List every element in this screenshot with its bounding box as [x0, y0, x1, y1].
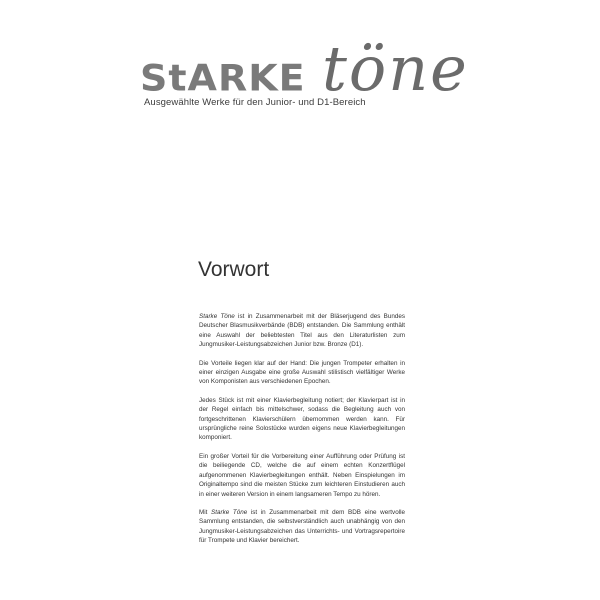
paragraph-4	[199, 452, 405, 499]
body-text	[199, 312, 405, 555]
paragraph-2	[199, 359, 405, 387]
paragraph-5-lead: Mit	[199, 508, 212, 516]
paragraph-4-text: Ein großer Vorteil für die Vorbereitung einer Aufführung oder Prüfung ist die beiliegende CD, welche die auf einem echten Konzertflügel aufgenommenen Klavierbegleitungen enthält. Neben Einspielungen im Originaltempo sind die meisten Stücke zum leichteren Einstudieren auch in einer weiteren Version in einem langsameren Tempo zu hören.	[199, 452, 405, 498]
paragraph-1-text: ist in Zusammenarbeit mit der Bläserjugend des Bundes Deutscher Blasmusikverbände (BDB) entstanden. Die Sammlung enthält eine Auswahl der beliebtesten Titel aus den Literaturlisten zum Jungmusiker-Leistungsabzeichen Junior bzw. Bronze (D1).	[199, 313, 405, 349]
logo-script-text: töne	[322, 32, 469, 105]
paragraph-5	[199, 508, 405, 546]
section-heading: Vorwort	[198, 258, 270, 281]
paragraph-5-lead-italic: Starke Töne	[211, 508, 248, 516]
paragraph-3-text: Jedes Stück ist mit einer Klavierbegleitung notiert; der Klavierpart ist in der Regel einfach bis mittelschwer, sodass die Begleitung auch von fortgeschrittenen Klavierschülern übernommen werden kann. Für ursprüngliche reine Solostücke wurden eigens neue Klavierbegleitungen komponiert.	[199, 396, 405, 442]
paragraph-3	[199, 396, 405, 443]
logo-subtitle: Ausgewählte Werke für den Junior- und D1-Bereich	[144, 97, 366, 108]
logo-wordmark: StARKE	[140, 57, 306, 99]
paragraph-1	[199, 312, 405, 350]
paragraph-5-text: ist in Zusammenarbeit mit dem BDB eine wertvolle Sammlung entstanden, die selbstverständlich auch unabhängig von den Jungmusiker-Leistungsabzeichen das Unterrichts- und Vortragsrepertoire für Trompete und Klavier bereichert.	[199, 508, 405, 545]
paragraph-2-text: Die Vorteile liegen klar auf der Hand: Die jungen Trompeter erhalten in einer einzigen Ausgabe eine große Auswahl stilistisch vielfältiger Werke von Komponisten aus verschiedenen Epochen.	[199, 359, 405, 386]
paragraph-1-lead: Starke Töne	[199, 313, 235, 320]
brand-logo	[140, 28, 469, 138]
